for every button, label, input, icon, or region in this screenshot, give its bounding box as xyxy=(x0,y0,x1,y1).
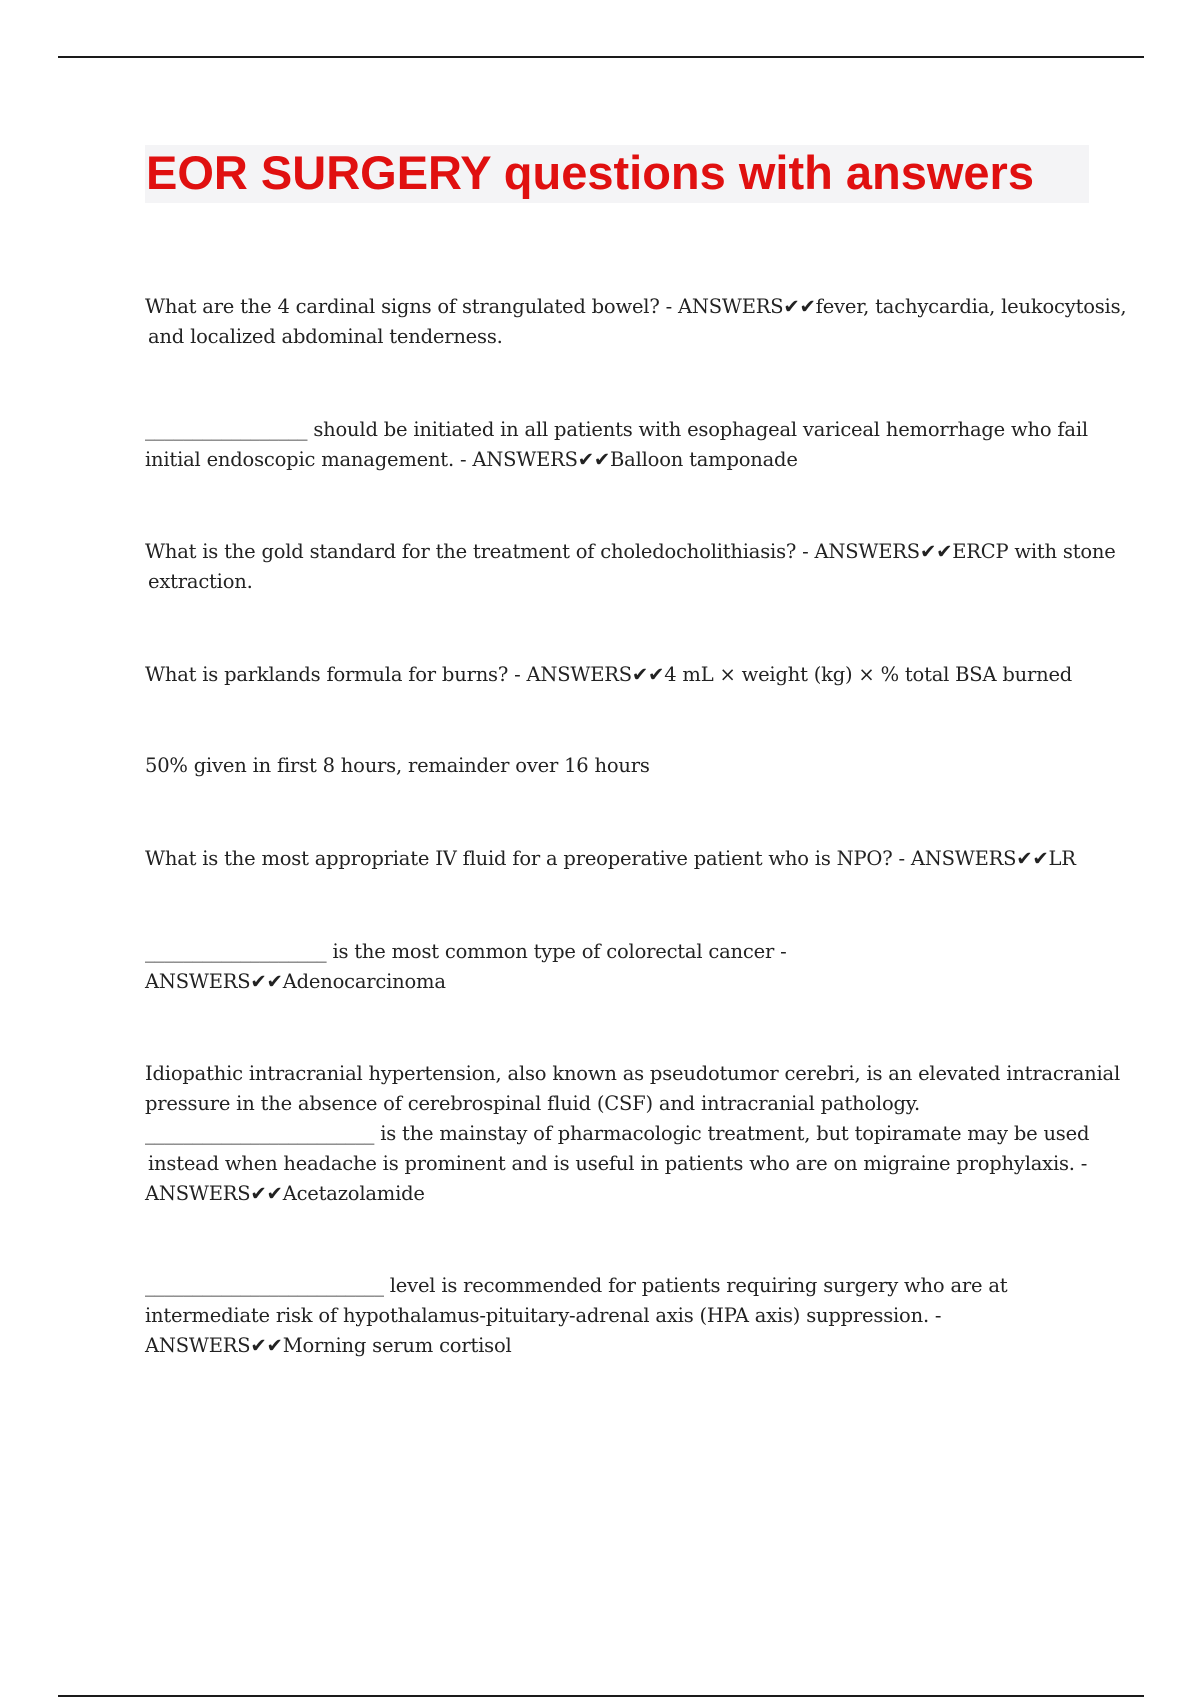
qa-item-colorectal-cancer xyxy=(145,937,1090,997)
qa-line: ANSWERS✔✔Acetazolamide xyxy=(145,1182,425,1205)
qa-line: 50% given in first 8 hours, remainder over 16 hours xyxy=(145,754,650,777)
qa-line: ________________________ is the mainstay of pharmacologic treatment, but topiramate may be used xyxy=(145,1122,1090,1145)
top-divider xyxy=(58,56,1144,58)
qa-line: initial endoscopic management. - ANSWERS✔✔Balloon tamponade xyxy=(145,448,798,471)
qa-line: pressure in the absence of cerebrospinal fluid (CSF) and intracranial pathology. xyxy=(145,1092,920,1115)
qa-line: instead when headache is prominent and is useful in patients who are on migraine prophylaxis. - xyxy=(148,1152,1088,1175)
qa-item-iv-fluid xyxy=(145,844,1090,874)
qa-line: intermediate risk of hypothalamus-pituitary-adrenal axis (HPA axis) suppression. - xyxy=(145,1304,942,1327)
qa-item-parkland-note xyxy=(145,751,1090,781)
qa-line: ___________________ is the most common type of colorectal cancer - xyxy=(145,940,787,963)
qa-item-intracranial-hypertension xyxy=(145,1059,1120,1209)
page-title: EOR SURGERY questions with answers xyxy=(146,146,1034,199)
qa-line: and localized abdominal tenderness. xyxy=(148,325,503,348)
qa-line: extraction. xyxy=(148,570,253,593)
qa-item-parkland-formula xyxy=(145,660,1090,690)
qa-line: What is the gold standard for the treatment of choledocholithiasis? - ANSWERS✔✔ERCP with stone xyxy=(145,540,1116,563)
qa-line: Idiopathic intracranial hypertension, also known as pseudotumor cerebri, is an elevated intracranial xyxy=(145,1062,1120,1085)
qa-item-morning-cortisol xyxy=(145,1271,1090,1361)
qa-line: What is parklands formula for burns? - ANSWERS✔✔4 mL × weight (kg) × % total BSA burned xyxy=(145,663,1073,686)
qa-line: _________________________ level is recommended for patients requiring surgery who are at xyxy=(145,1274,1008,1297)
qa-line: What are the 4 cardinal signs of strangulated bowel? - ANSWERS✔✔fever, tachycardia, leukocytosis, xyxy=(145,295,1127,318)
qa-line: What is the most appropriate IV fluid for a preoperative patient who is NPO? - ANSWERS✔✔LR xyxy=(145,847,1076,870)
qa-item-choledocholithiasis xyxy=(145,537,1116,597)
qa-line: ANSWERS✔✔Adenocarcinoma xyxy=(145,970,446,993)
qa-line: _________________ should be initiated in all patients with esophageal variceal hemorrhage who fail xyxy=(145,418,1088,441)
bottom-divider xyxy=(58,1695,1144,1697)
qa-item-strangulated-bowel xyxy=(145,292,1127,352)
qa-line: ANSWERS✔✔Morning serum cortisol xyxy=(145,1334,512,1357)
qa-item-variceal-hemorrhage xyxy=(145,415,1090,475)
